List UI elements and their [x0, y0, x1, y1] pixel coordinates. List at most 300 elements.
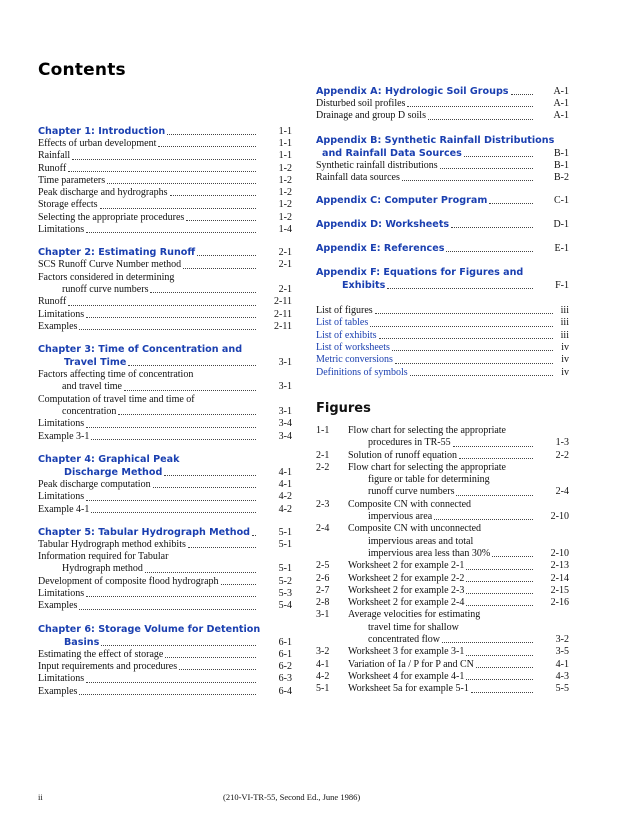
toc-entry-page: 5-3: [278, 588, 292, 600]
dot-leader: [165, 657, 256, 658]
figure-caption: concentrated flow: [368, 634, 440, 646]
dot-leader: [471, 692, 533, 693]
dot-leader: [434, 519, 533, 520]
figure-entry[interactable]: [316, 425, 569, 450]
chapter-heading[interactable]: [38, 623, 292, 636]
figure-entry[interactable]: [316, 499, 569, 524]
appendix-heading-text: Appendix E: References: [316, 243, 445, 255]
toc-entry-text: Peak discharge and hydrographs: [38, 187, 168, 199]
toc-entry-page: 3-1: [278, 406, 292, 418]
toc-entry-text: Development of composite flood hydrograph: [38, 575, 219, 587]
toc-entry-text: runoff curve numbers: [62, 283, 149, 295]
spacer: [38, 443, 292, 453]
list-link-page: iv: [561, 366, 569, 378]
chapter-page: 1-1: [278, 126, 292, 137]
toc-entry[interactable]: [38, 539, 292, 551]
dot-leader: [492, 556, 533, 557]
toc-entry-page: 1-2: [278, 174, 292, 186]
figure-line: [316, 523, 569, 535]
figures-heading: Figures: [316, 400, 371, 416]
appendix-heading-cont[interactable]: [316, 147, 569, 160]
toc-entry[interactable]: [38, 431, 292, 443]
dot-leader: [410, 375, 553, 376]
figure-entry[interactable]: [316, 560, 569, 572]
toc-entry[interactable]: [38, 259, 292, 271]
dot-leader: [379, 338, 553, 339]
list-link[interactable]: [316, 367, 569, 379]
figure-caption: Worksheet 4 for example 4-1: [348, 670, 465, 682]
figure-line: [316, 609, 569, 621]
toc-entry[interactable]: [316, 98, 569, 110]
toc-entry-page: 1-2: [278, 199, 292, 211]
figure-caption: impervious areas and total: [368, 535, 474, 547]
figure-page: 2-2: [555, 449, 569, 461]
toc-entry-page: 1-2: [278, 162, 292, 174]
toc-entry-page: B-1: [554, 159, 569, 171]
toc-entry[interactable]: [38, 406, 292, 418]
figure-number: 2-6: [316, 572, 330, 584]
toc-entry[interactable]: [38, 369, 292, 381]
dot-leader: [466, 655, 533, 656]
toc-entry[interactable]: [38, 163, 292, 175]
toc-entry-text: Computation of travel time and time of: [38, 393, 195, 405]
dot-leader: [466, 593, 533, 594]
toc-entry-page: B-2: [554, 171, 569, 183]
figure-line: [316, 548, 569, 560]
toc-entry-text: Drainage and group D soils: [316, 110, 426, 122]
toc-entry[interactable]: [38, 321, 292, 333]
dot-leader: [459, 458, 533, 459]
chapter-heading[interactable]: [38, 125, 292, 138]
dot-leader: [395, 363, 553, 364]
toc-entry[interactable]: [38, 563, 292, 575]
toc-entry-text: Information required for Tabular: [38, 551, 169, 563]
page-title: Contents: [38, 60, 126, 80]
toc-entry-text: Factors affecting time of concentration: [38, 369, 194, 381]
chapter-heading-text: Chapter 5: Tabular Hydrograph Method: [38, 526, 251, 538]
figure-number: 2-7: [316, 584, 330, 596]
toc-entry-page: A-1: [553, 110, 569, 122]
appendix-heading[interactable]: [316, 134, 569, 147]
appendix-heading[interactable]: [316, 266, 569, 279]
toc-entry[interactable]: [38, 138, 292, 150]
toc-entry-page: 1-4: [278, 224, 292, 236]
toc-entry[interactable]: [38, 661, 292, 673]
toc-entry-text: Rainfall: [38, 150, 71, 162]
dot-leader: [440, 168, 533, 169]
figure-number: 1-1: [316, 424, 330, 436]
dot-leader: [252, 535, 256, 536]
figure-line: [316, 622, 569, 634]
figure-page: 3-5: [555, 646, 569, 658]
figure-entry[interactable]: [316, 609, 569, 646]
spacer: [316, 292, 569, 305]
dot-leader: [428, 119, 533, 120]
figure-entry[interactable]: [316, 462, 569, 499]
dot-leader: [128, 365, 256, 366]
figure-caption: travel time for shallow: [368, 621, 459, 633]
appendix-heading-cont[interactable]: [316, 279, 569, 292]
toc-entry-text: Disturbed soil profiles: [316, 98, 406, 109]
chapter-heading-text: Chapter 6: Storage Volume for Detention: [38, 623, 261, 635]
toc-entry-page: 6-3: [278, 673, 292, 685]
chapter-heading[interactable]: [38, 246, 292, 259]
dot-leader: [170, 195, 256, 196]
toc-entry-page: 2-1: [278, 259, 292, 271]
toc-entry-page: 5-2: [278, 575, 292, 587]
chapter-heading[interactable]: [38, 343, 292, 356]
toc-appendices-column: [316, 85, 569, 696]
figure-caption: Composite CN with unconnected: [348, 523, 482, 535]
figure-number: 4-1: [316, 658, 330, 670]
toc-entry-page: 5-1: [278, 538, 292, 550]
figure-page: 1-3: [555, 437, 569, 449]
spacer: [316, 184, 569, 194]
toc-entry-text: Factors considered in determining: [38, 271, 175, 283]
toc-entry-page: 3-4: [278, 430, 292, 442]
figure-page: 2-14: [550, 572, 569, 584]
figure-entry[interactable]: [316, 597, 569, 609]
appendix-heading[interactable]: [316, 194, 569, 207]
figure-page: 2-13: [550, 560, 569, 572]
figure-page: 4-3: [555, 670, 569, 682]
toc-entry[interactable]: [38, 686, 292, 698]
dot-leader: [476, 667, 533, 668]
list-link-page: iv: [561, 342, 569, 354]
dot-leader: [375, 313, 553, 314]
toc-entry[interactable]: [38, 673, 292, 685]
spacer: [38, 333, 292, 343]
dot-leader: [101, 645, 256, 646]
appendix-heading-text: Appendix A: Hydrologic Soil Groups: [316, 86, 509, 97]
figure-line: [316, 474, 569, 486]
toc-entry-text: Examples: [38, 685, 78, 697]
dot-leader: [489, 203, 533, 204]
toc-entry-text: Time parameters: [38, 174, 106, 186]
figure-line: [316, 437, 569, 449]
toc-entry[interactable]: [38, 175, 292, 187]
toc-entry-text: Examples: [38, 320, 78, 332]
toc-entry-page: 5-1: [278, 563, 292, 575]
toc-entry-page: 6-2: [278, 660, 292, 672]
dot-leader: [158, 146, 256, 147]
figure-page: 2-4: [555, 486, 569, 498]
toc-entry-text: Storage effects: [38, 199, 98, 211]
dot-leader: [186, 220, 256, 221]
toc-entry-text: Examples: [38, 600, 78, 612]
figure-caption: Worksheet 2 for example 2-1: [348, 560, 465, 572]
figure-caption: Variation of Ia / P for P and CN: [348, 658, 474, 670]
figure-line: [316, 683, 569, 695]
dot-leader: [72, 159, 256, 160]
appendix-page: B-1: [554, 147, 569, 159]
figure-line: [316, 450, 569, 462]
dot-leader: [86, 682, 256, 683]
figure-caption: Worksheet 2 for example 2-2: [348, 572, 465, 584]
toc-entry[interactable]: [38, 224, 292, 236]
toc-entry[interactable]: [38, 296, 292, 308]
toc-entry-page: 3-1: [278, 381, 292, 393]
toc-entry[interactable]: [38, 150, 292, 162]
appendix-page: C-1: [554, 195, 569, 207]
list-link[interactable]: [316, 342, 569, 354]
dot-leader: [145, 572, 256, 573]
toc-entry-page: 2-11: [274, 296, 292, 308]
figure-entry[interactable]: [316, 573, 569, 585]
spacer: [38, 236, 292, 246]
figure-entry[interactable]: [316, 671, 569, 683]
toc-entry-page: 4-2: [278, 491, 292, 503]
dot-leader: [179, 669, 256, 670]
figure-number: 5-1: [316, 683, 330, 695]
toc-entry-text: SCS Runoff Curve Number method: [38, 259, 182, 271]
dot-leader: [456, 495, 533, 496]
figure-caption: Average velocities for estimating: [348, 609, 481, 621]
chapter-heading[interactable]: [38, 453, 292, 466]
appendix-heading-text: Appendix D: Worksheets: [316, 219, 450, 231]
chapter-heading-text: Chapter 4: Graphical Peak: [38, 453, 180, 465]
chapter-heading-text: Travel Time: [64, 357, 127, 369]
list-link-page: iv: [561, 354, 569, 366]
toc-entry-page: 2-11: [274, 320, 292, 332]
dot-leader: [124, 390, 256, 391]
toc-entry-text: Hydrograph method: [62, 563, 143, 575]
toc-entry-text: Limitations: [38, 673, 85, 685]
figure-caption: procedures in TR-55: [368, 437, 451, 449]
figure-number: 4-2: [316, 670, 330, 682]
toc-entry[interactable]: [38, 272, 292, 284]
list-link-text: List of figures: [316, 305, 373, 317]
list-link[interactable]: [316, 354, 569, 366]
toc-entry-text: Limitations: [38, 308, 85, 320]
spacer: [316, 255, 569, 266]
appendix-page: D-1: [553, 219, 569, 231]
chapter-heading-text: Basins: [64, 636, 100, 648]
list-link-text: List of tables: [316, 317, 369, 329]
toc-entry[interactable]: [38, 212, 292, 224]
figure-page: 2-15: [550, 584, 569, 596]
figure-entry[interactable]: [316, 646, 569, 658]
chapter-heading-cont[interactable]: [38, 636, 292, 649]
figure-entry[interactable]: [316, 523, 569, 560]
list-link-page: iii: [560, 305, 569, 317]
figure-caption: impervious area less than 30%: [368, 547, 491, 559]
toc-entry-text: Effects of urban development: [38, 138, 157, 149]
figure-line: [316, 573, 569, 585]
toc-entry-text: Estimating the effect of storage: [38, 648, 164, 660]
dot-leader: [466, 605, 533, 606]
toc-entry-text: Limitations: [38, 418, 85, 430]
toc-entry[interactable]: [38, 187, 292, 199]
toc-entry-page: 4-2: [278, 503, 292, 515]
appendix-heading-text: Appendix B: Synthetic Rainfall Distributions: [316, 134, 555, 146]
figure-line: [316, 486, 569, 498]
dot-leader: [387, 288, 533, 289]
toc-entry-page: 4-1: [278, 478, 292, 490]
list-link[interactable]: [316, 305, 569, 317]
toc-entry[interactable]: [38, 394, 292, 406]
spacer: [316, 207, 569, 218]
dot-leader: [183, 268, 256, 269]
figure-entry[interactable]: [316, 450, 569, 462]
dot-leader: [107, 183, 256, 184]
figure-entry[interactable]: [316, 683, 569, 695]
toc-entry-text: Synthetic rainfall distributions: [316, 159, 438, 171]
dot-leader: [197, 255, 256, 256]
toc-entry-text: Limitations: [38, 491, 85, 503]
figure-line: [316, 671, 569, 683]
figure-page: 3-2: [555, 634, 569, 646]
dot-leader: [221, 584, 256, 585]
dot-leader: [511, 94, 533, 95]
figure-caption: Worksheet 3 for example 3-1: [348, 646, 465, 658]
dot-leader: [407, 106, 533, 107]
list-link[interactable]: [316, 317, 569, 329]
toc-entry[interactable]: [38, 309, 292, 321]
appendix-heading-text: and Rainfall Data Sources: [322, 147, 462, 159]
dot-leader: [402, 180, 533, 181]
toc-entry-text: Peak discharge computation: [38, 478, 151, 490]
figure-number: 2-5: [316, 560, 330, 572]
figure-caption: Worksheet 2 for example 2-3: [348, 584, 465, 596]
spacer: [316, 123, 569, 134]
toc-entry[interactable]: [316, 172, 569, 184]
chapter-heading-cont[interactable]: [38, 356, 292, 369]
toc-entry[interactable]: [38, 491, 292, 503]
figure-page: 2-16: [550, 597, 569, 609]
toc-entry-page: 1-2: [278, 187, 292, 199]
toc-entry-page: 6-1: [278, 648, 292, 660]
dot-leader: [466, 581, 533, 582]
figure-entry[interactable]: [316, 585, 569, 597]
list-link-page: iii: [560, 329, 569, 341]
dot-leader: [464, 156, 533, 157]
figure-caption: Flow chart for selecting the appropriate: [348, 461, 506, 473]
toc-entry[interactable]: [38, 199, 292, 211]
figure-line: [316, 646, 569, 658]
appendix-heading[interactable]: [316, 85, 569, 98]
dot-leader: [370, 326, 553, 327]
appendix-page: E-1: [554, 243, 569, 255]
figure-line: [316, 536, 569, 548]
figure-number: 2-1: [316, 449, 330, 461]
toc-entry-text: Example 4-1: [38, 503, 90, 515]
toc-entry[interactable]: [38, 284, 292, 296]
figure-line: [316, 634, 569, 646]
toc-entry-text: Tabular Hydrograph method exhibits: [38, 538, 186, 550]
toc-entry-page: 2-11: [274, 308, 292, 320]
toc-entry-page: 1-1: [278, 138, 292, 149]
list-link-text: Metric conversions: [316, 354, 393, 366]
dot-leader: [79, 609, 256, 610]
chapter-heading-text: Chapter 3: Time of Concentration and: [38, 344, 243, 356]
figure-caption: impervious area: [368, 511, 433, 523]
dot-leader: [68, 305, 256, 306]
dot-leader: [79, 694, 256, 695]
appendix-heading[interactable]: [316, 242, 569, 255]
figure-number: 3-1: [316, 609, 330, 621]
figure-caption: Flow chart for selecting the appropriate: [348, 424, 506, 436]
list-link[interactable]: [316, 330, 569, 342]
appendix-page: F-1: [555, 280, 569, 292]
dot-leader: [392, 350, 553, 351]
chapter-heading-cont[interactable]: [38, 466, 292, 479]
toc-entry-text: and travel time: [62, 381, 122, 393]
appendix-heading[interactable]: [316, 218, 569, 231]
toc-entry-text: Selecting the appropriate procedures: [38, 211, 185, 223]
figure-caption: runoff curve numbers: [368, 486, 455, 498]
chapter-page: 5-1: [278, 526, 292, 538]
dot-leader: [86, 232, 256, 233]
toc-entry[interactable]: [38, 576, 292, 588]
toc-entry[interactable]: [38, 381, 292, 393]
figure-caption: figure or table for determining: [368, 474, 490, 486]
figure-caption: Solution of runoff equation: [348, 449, 457, 461]
toc-entry-text: Runoff: [38, 296, 67, 308]
figure-entry[interactable]: [316, 659, 569, 671]
toc-entry[interactable]: [38, 600, 292, 612]
figure-page: 2-10: [550, 547, 569, 559]
toc-entry[interactable]: [38, 588, 292, 600]
toc-entry[interactable]: [38, 649, 292, 661]
figure-caption: Worksheet 5a for example 5-1: [348, 683, 469, 695]
appendix-page: A-1: [553, 86, 569, 97]
chapter-heading[interactable]: [38, 526, 292, 539]
list-link-text: List of worksheets: [316, 342, 390, 354]
dot-leader: [153, 487, 256, 488]
toc-entry[interactable]: [316, 110, 569, 122]
toc-entry-page: 1-1: [278, 150, 292, 162]
dot-leader: [86, 317, 256, 318]
toc-entry-page: 1-2: [278, 211, 292, 223]
toc-entry[interactable]: [38, 418, 292, 430]
toc-entry-page: A-1: [553, 98, 569, 109]
spacer: [316, 379, 569, 401]
figure-line: [316, 425, 569, 437]
dot-leader: [86, 427, 256, 428]
toc-entry-text: Runoff: [38, 162, 67, 174]
toc-entry-text: Limitations: [38, 224, 85, 236]
toc-entry[interactable]: [38, 551, 292, 563]
toc-entry[interactable]: [316, 160, 569, 172]
dot-leader: [68, 171, 256, 172]
dot-leader: [91, 439, 256, 440]
toc-entry-page: 6-4: [278, 685, 292, 697]
figure-number: 2-4: [316, 523, 330, 535]
chapter-page: 6-1: [278, 636, 292, 648]
toc-entry[interactable]: [38, 479, 292, 491]
dot-leader: [453, 446, 533, 447]
footer-document-id: (210-VI-TR-55, Second Ed., June 1986): [223, 792, 361, 802]
toc-entry-text: Input requirements and procedures: [38, 660, 178, 672]
dot-leader: [446, 251, 533, 252]
figure-page: 5-5: [555, 683, 569, 695]
figure-line: [316, 462, 569, 474]
appendix-heading-text: Appendix F: Equations for Figures and: [316, 267, 524, 279]
dot-leader: [442, 642, 533, 643]
figure-number: 3-2: [316, 646, 330, 658]
chapter-heading-text: Discharge Method: [64, 466, 163, 478]
chapter-heading-text: Chapter 2: Estimating Runoff: [38, 247, 196, 259]
figure-number: 2-2: [316, 461, 330, 473]
dot-leader: [164, 475, 256, 476]
dot-leader: [451, 227, 533, 228]
dot-leader: [86, 500, 256, 501]
toc-entry-text: Example 3-1: [38, 430, 90, 442]
toc-entry[interactable]: [38, 504, 292, 516]
dot-leader: [100, 208, 256, 209]
chapter-page: 2-1: [278, 247, 292, 259]
